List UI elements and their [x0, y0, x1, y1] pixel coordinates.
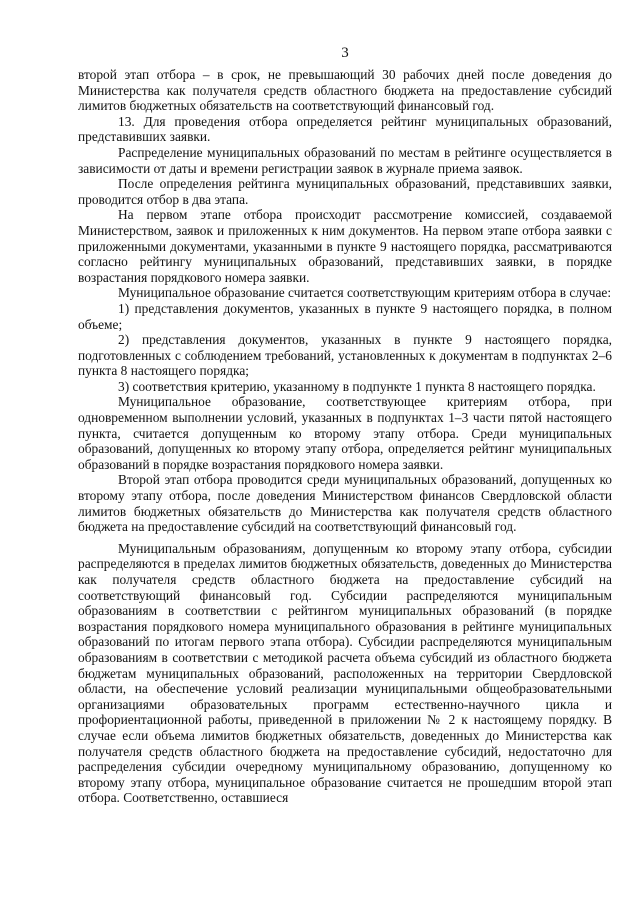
paragraph-criterion-2: 2) представления документов, указанных в пункте 9 настоящего порядка, подготовленных с соблюдением требований, установленных к документам в подпунктах 2–6 пункта 8 настоящего порядка;	[78, 332, 612, 379]
page-number: 3	[341, 45, 349, 61]
paragraph-subsidy-distribution: Муниципальным образованиям, допущенным ко второму этапу отбора, субсидии распределяются в пределах лимитов бюджетных обязательств, доведенных до Министерства как получателя средств областного бюджета на предоставление субсидий на соответствующий финансовый год. Субсидии распределяются муниципальным образованиям в соответствии с рейтингом муниципальных образований (в порядке возрастания порядкового номера муниципального образования в рейтинге муниципальных образований по итогам первого этапа отбора). Субсидии распределяются муниципальным образованиям в соответствии с методикой расчета объема субсидий из областного бюджета бюджетам муниципальных образований, расположенных на территории Свердловской области, на обеспечение условий реализации муниципальными общеобразовательными организациями образовательных программ естественно-научного цикла и профориентационной работы, приведенной в приложении № 2 к настоящему порядку. В случае если объема лимитов бюджетных обязательств, доведенных до Министерства как получателя средств областного бюджета на предоставление субсидий, недостаточно для распределения субсидии очередному муниципальному образованию, допущенному ко второму этапу отбора, муниципальное образование считается не прошедшим второй этап отбора. Соответственно, оставшиеся	[78, 540, 612, 806]
paragraph-criterion-3: 3) соответствия критерию, указанному в подпункте 1 пункта 8 настоящего порядка.	[118, 378, 596, 394]
paragraph-stage-two-deadline: второй этап отбора – в срок, не превышающий 30 рабочих дней после доведения до Министерства как получателя средств областного бюджета на предоставление субсидий лимитов бюджетных обязательств на соответствующий финансовый год.	[78, 67, 612, 114]
paragraph-item-13: 13. Для проведения отбора определяется рейтинг муниципальных образований, представивших заявки.	[78, 113, 612, 145]
paragraph-criterion-1: 1) представления документов, указанных в пункте 9 настоящего порядка, в полном объеме;	[78, 300, 612, 332]
paragraph-rating-distribution: Распределение муниципальных образований по местам в рейтинге осуществляется в зависимости от даты и времени регистрации заявок в журнале приема заявок.	[78, 144, 612, 176]
paragraph-criteria-intro: Муниципальное образование считается соответствующим критериям отбора в случае:	[118, 285, 612, 301]
paragraph-two-stages: После определения рейтинга муниципальных образований, представивших заявки, проводится отбор в два этапа.	[78, 176, 612, 207]
paragraph-first-stage: На первом этапе отбора происходит рассмотрение комиссией, создаваемой Министерством, заявок и приложенных к ним документов. На первом этапе отбора заявки с приложенными документами, указанными в пункте 9 настоящего порядка, рассматриваются согласно рейтингу муниципальных образований, представивших заявки, в порядке возрастания порядкового номера заявки.	[78, 207, 612, 285]
paragraph-second-stage: Второй этап отбора проводится среди муниципальных образований, допущенных ко второму этапу отбора, после доведения Министерством финансов Свердловской области лимитов бюджетных обязательств до Министерства как получателя средств областного бюджета на предоставление субсидий на соответствующий финансовый год.	[78, 472, 612, 535]
paragraph-admission-second-stage: Муниципальное образование, соответствующее критериям отбора, при одновременном выполнении условий, указанных в подпунктах 1–3 части пятой настоящего пункта, считается допущенным ко второму этапу отбора. Среди муниципальных образований, допущенных ко второму этапу отбора, определяется рейтинг муниципальных образований в порядке возрастания порядкового номера заявки.	[78, 394, 612, 472]
